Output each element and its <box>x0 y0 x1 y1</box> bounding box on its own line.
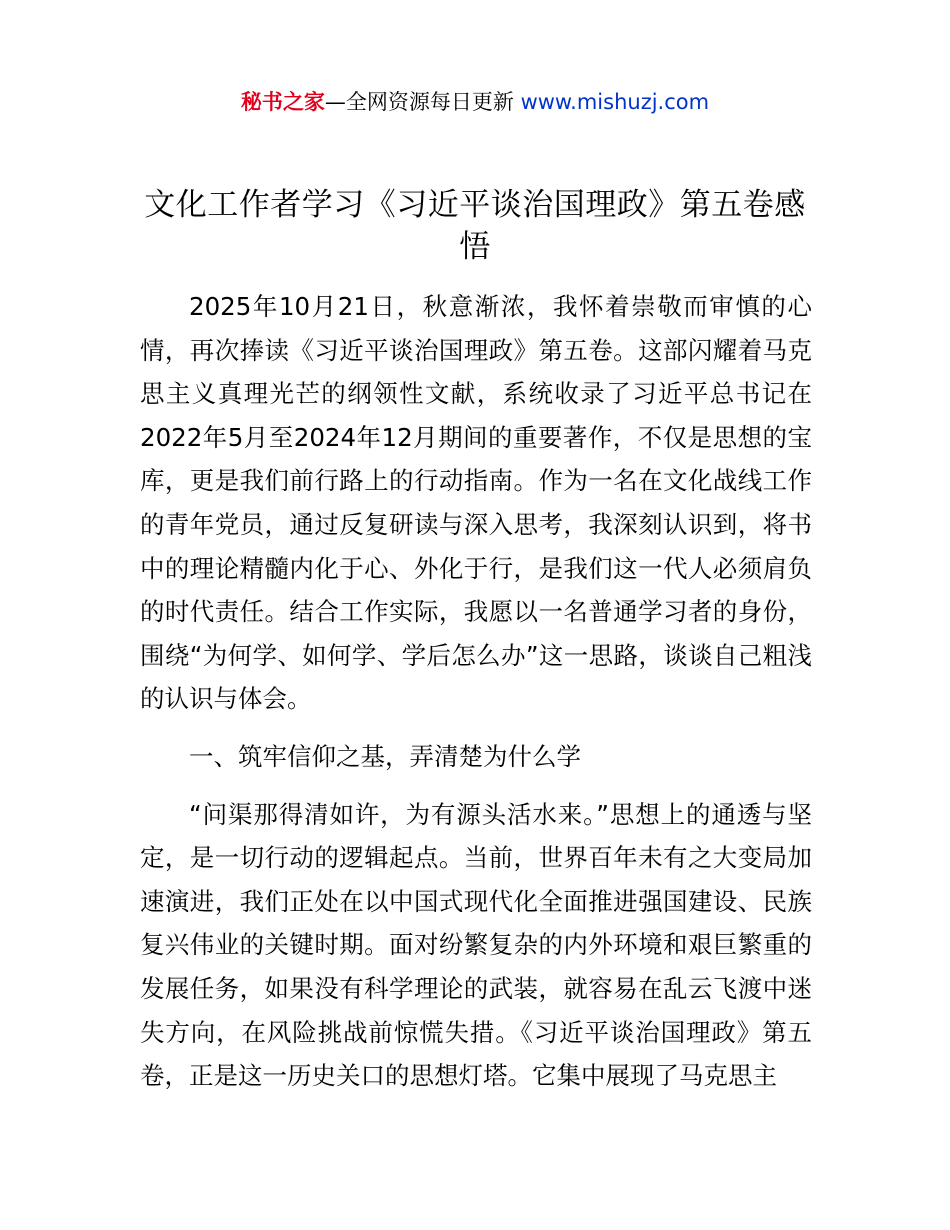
section-heading-1: 一、筑牢信仰之基，弄清楚为什么学 <box>189 741 581 771</box>
site-header <box>0 86 950 118</box>
site-brand: 秘书之家 <box>240 90 325 114</box>
paragraph-section-1: “问渠那得清如许，为有源头活水来。”思想上的通透与坚定，是一切行动的逻辑起点。当前，世界百年未有之大变局加速演进，我们正处在以中国式现代化全面推进强国建设、民族复兴伟业的关键时期。面对纷繁复杂的内外环境和艰巨繁重的发展任务，如果没有科学理论的武装，就容易在乱云飞渡中迷失方向，在风险挑战前惊慌失措。《习近平谈治国理政》第五卷，正是这一历史关口的思想灯塔。它集中展现了马克思主 <box>140 799 812 1091</box>
site-slogan: —全网资源每日更新 <box>324 90 521 114</box>
document-title: 文化工作者学习《习近平谈治国理政》第五卷感悟 <box>144 187 806 265</box>
paragraph-intro: 2025年10月21日，秋意渐浓，我怀着崇敬而审慎的心情，再次捧读《习近平谈治国理政》第五卷。这部闪耀着马克思主义真理光芒的纲领性文献，系统收录了习近平总书记在2022年5月至2024年12月期间的重要著作，不仅是思想的宝库，更是我们前行路上的行动指南。作为一名在文化战线工作的青年党员，通过反复研读与深入思考，我深刻认识到，将书中的理论精髓内化于心、外化于行，是我们这一代人必须肩负的时代责任。结合工作实际，我愿以一名普通学习者的身份，围绕“为何学、如何学、学后怎么办”这一思路，谈谈自己粗浅的认识与体会。 <box>140 292 812 714</box>
document-body <box>140 285 812 1112</box>
site-url-link[interactable]: www.mishuzj.com <box>520 90 710 114</box>
